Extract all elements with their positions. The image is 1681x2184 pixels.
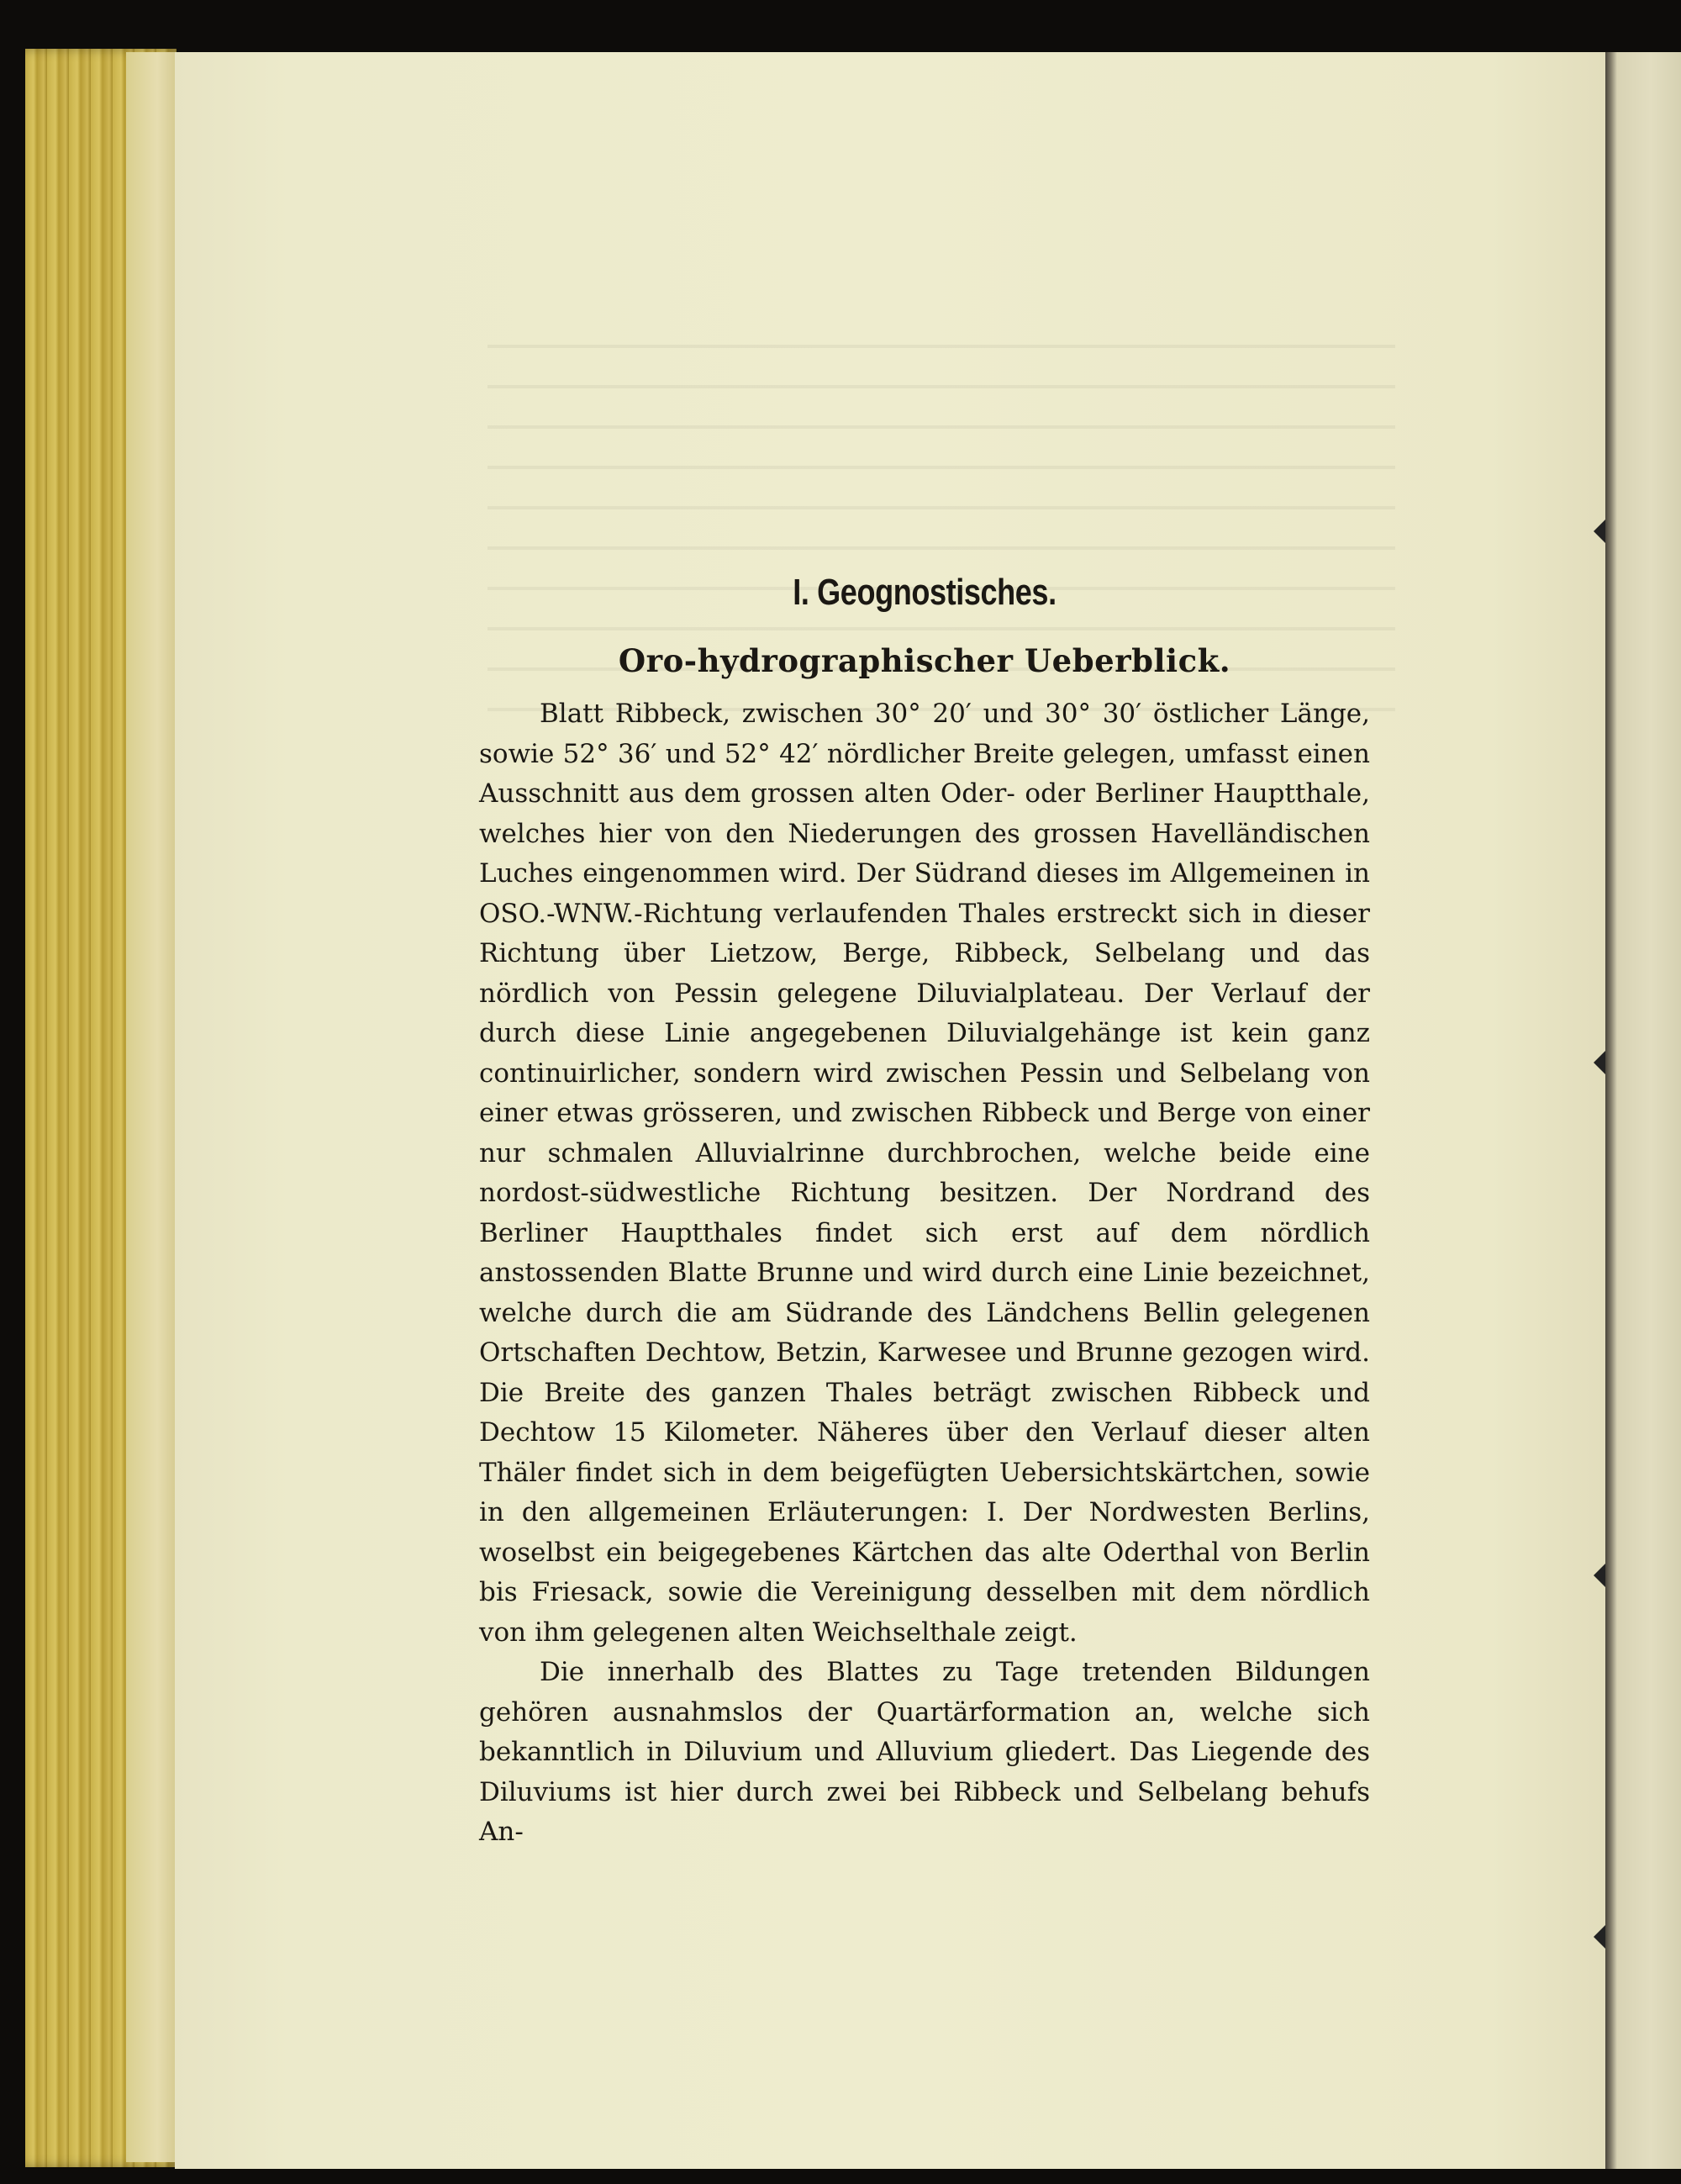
book-gutter xyxy=(126,52,178,2162)
paragraph: Die innerhalb des Blattes zu Tage tretenden Bildungen gehören ausnahmslos der Quartärformation an, welche sich bekanntlich in Diluvium und Alluvium gliedert. Das Liegende des Diluviums ist hier durch zwei bei Ribbeck und Selbelang behufs An- xyxy=(479,1657,1370,1847)
page-tab-marker xyxy=(1594,1925,1605,1949)
page-tab-marker xyxy=(1594,1564,1605,1587)
paragraph: Blatt Ribbeck, zwischen 30° 20′ und 30° 30′ östlicher Länge, sowie 52° 36′ und 52° 42′ nördlicher Breite gelegen, umfasst einen Ausschnitt aus dem grossen alten Oder- oder Berliner Hauptthale, welches hier von den Niederungen des grossen Havelländischen Luches eingenommen wird. Der Südrand dieses im Allgemeinen in OSO.-WNW.-Richtung verlaufenden Thales erstreckt sich in dieser Richtung über Lietzow, Berge, Ribbeck, Selbelang und das nördlich von Pessin gelegene Diluvialplateau. Der Verlauf der durch diese Linie angegebenen Diluvialgehänge ist kein ganz continuirlicher, sondern wird zwischen Pessin und Selbelang von einer etwas grösseren, und zwischen Ribbeck und Berge von einer nur schmalen Alluvialrinne durchbrochen, welche beide eine nordost-südwestliche Richtung besitzen. Der Nordrand des Berliner Hauptthales findet sich erst auf dem nördlich anstossenden Blatte Brunne und wird durch eine Linie bezeichnet, welche durch die am Südrande des Ländchens Bellin gelegenen Ortschaften Dechtow, Betzin, Karwesee und Brunne gezogen wird. Die Breite des ganzen Thales beträgt zwischen Ribbeck und Dechtow 15 Kilometer. Näheres über den Verlauf dieser alten Thäler findet sich in dem beigefügten Uebersichtskärtchen, sowie in den allgemeinen Erläuterungen: I. Der Nordwesten Berlins, woselbst ein beigegebenes Kärtchen das alte Oderthal von Berlin bis Friesack, sowie die Vereinigung desselben mit dem nördlich von ihm gelegenen alten Weichselthale zeigt. xyxy=(479,699,1370,1648)
page-tab-marker xyxy=(1594,1051,1605,1074)
facing-page-edge xyxy=(1605,52,1681,2169)
section-subheading: Oro-hydrographischer Ueberblick. xyxy=(618,642,1231,679)
page-text xyxy=(479,572,1370,1853)
section-heading: I. Geognostisches. xyxy=(793,572,1057,613)
page-tab-marker xyxy=(1594,520,1605,543)
